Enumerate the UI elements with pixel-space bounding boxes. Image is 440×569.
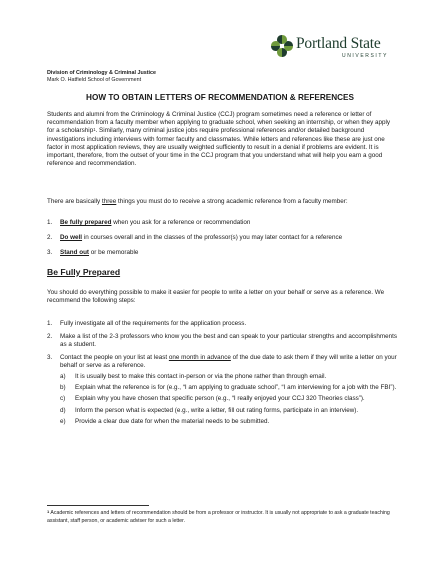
sub-list-letter: c) xyxy=(60,395,66,403)
sub-list-text: Explain what the reference is for (e.g., “I am applying to graduate school”, “I am interviewing for a job with the FBI”). xyxy=(75,384,397,392)
university-logo xyxy=(270,34,400,64)
three-things-paragraph xyxy=(47,198,397,206)
three-things-after: things you must do to receive a strong academic reference from a faculty member: xyxy=(116,198,348,205)
three-steps-list xyxy=(47,219,399,264)
step-text: or be memorable xyxy=(89,249,139,256)
footnote-number: 1 xyxy=(47,509,50,514)
step-emphasis: Stand out xyxy=(60,249,90,256)
document-title: HOW TO OBTAIN LETTERS OF RECOMMENDATION & REFERENCES xyxy=(86,93,354,102)
list-item-text: Make a list of the 2-3 professors who know you the best and can speak to your particular strengths and accomplishments as a student. xyxy=(60,332,398,348)
list-item xyxy=(47,354,399,426)
intro-text-start: Students and alumni from the Criminology & Criminal Justice (CCJ) program sometimes need a reference or letter of recommendation from a faculty member when applying to graduate school, when seeking an internship, or when they apply for a scholarship xyxy=(47,111,391,135)
step-emphasis: Do well xyxy=(60,234,83,241)
school-name: Mark O. Hatfield School of Government xyxy=(47,77,142,83)
sub-list-letter: e) xyxy=(60,417,66,425)
preparation-steps-list xyxy=(47,320,399,431)
footnote-divider xyxy=(47,505,149,506)
footnote-reference[interactable]: 1 xyxy=(93,127,96,133)
division-name: Division of Criminology & Criminal Justice xyxy=(47,70,157,76)
logo-name: Portland State xyxy=(296,35,381,52)
step-text: in courses overall and in the classes of the professor(s) you may later contact for a reference xyxy=(82,234,343,241)
footnote xyxy=(47,509,397,525)
sub-list-item xyxy=(60,373,399,381)
list-item-text-end: of the due date to ask them if they will write a letter on your behalf or serve as a reference. xyxy=(60,353,397,369)
logo-subtitle: UNIVERSITY xyxy=(342,53,389,59)
list-number: 1. xyxy=(47,219,53,226)
list-number: 2. xyxy=(47,332,53,340)
list-item xyxy=(47,249,399,264)
list-item xyxy=(47,333,399,349)
list-number: 1. xyxy=(47,320,53,327)
sub-list-letter: b) xyxy=(60,384,66,392)
sub-list-text: Explain why you have chosen that specific person (e.g., “I really enjoyed your CCJ 320 Theories class”). xyxy=(75,395,365,403)
step-text: when you ask for a reference or recommendation xyxy=(111,219,251,226)
list-item xyxy=(47,320,399,328)
advance-notice-emphasis: one month in advance xyxy=(168,353,231,361)
section-heading: Be Fully Prepared xyxy=(47,267,121,277)
step-emphasis: Be fully prepared xyxy=(60,219,112,226)
sub-list-letter: a) xyxy=(60,373,66,381)
list-number: 3. xyxy=(47,353,53,361)
sub-list-item xyxy=(60,395,399,403)
footnote-text: Academic references and letters of recommendation should be from a professor or instructor. It is usually not appropriate to ask a graduate teaching assistant, staff person, or academic adviser for such a letter. xyxy=(47,510,390,524)
list-item-text-start: Contact the people on your list at least xyxy=(60,353,169,361)
list-number: 2. xyxy=(47,234,53,241)
sub-list-letter: d) xyxy=(60,406,66,414)
list-item xyxy=(47,219,399,234)
sub-list-item xyxy=(60,384,399,392)
three-things-before: There are basically xyxy=(47,198,102,205)
intro-text-end: . Similarly, many criminal justice jobs require professional references and/or detailed background investigations including interviews with former faculty and classmates. While letters and references like these are just one factor in most application reviews, they are usually weighted sufficiently to result in a denial if problems are evident. It is important, therefore, from the outset of your time in the CCJ program that you understand what will help you earn a good reference and recommendation. xyxy=(47,127,385,168)
sub-list-item xyxy=(60,407,399,415)
sub-list-item xyxy=(60,418,399,426)
sub-list-text: Provide a clear due date for when the material needs to be submitted. xyxy=(75,417,270,425)
section-intro-paragraph: You should do everything possible to make it easier for people to write a letter on your behalf or serve as a reference. We recommend the following steps: xyxy=(47,289,385,305)
sub-list-text: Inform the person what is expected (e.g., write a letter, fill out rating forms, participate in an interview). xyxy=(75,406,359,414)
three-things-emphasis: three xyxy=(101,198,117,205)
list-number: 3. xyxy=(47,249,53,256)
list-item xyxy=(47,234,399,249)
list-item-text: Fully investigate all of the requirements for the application process. xyxy=(60,320,247,327)
intro-paragraph xyxy=(47,111,397,168)
portland-state-leaf-icon xyxy=(270,34,294,58)
sub-list-text: It is usually best to make this contact in-person or via the phone rather than through email. xyxy=(75,373,327,381)
